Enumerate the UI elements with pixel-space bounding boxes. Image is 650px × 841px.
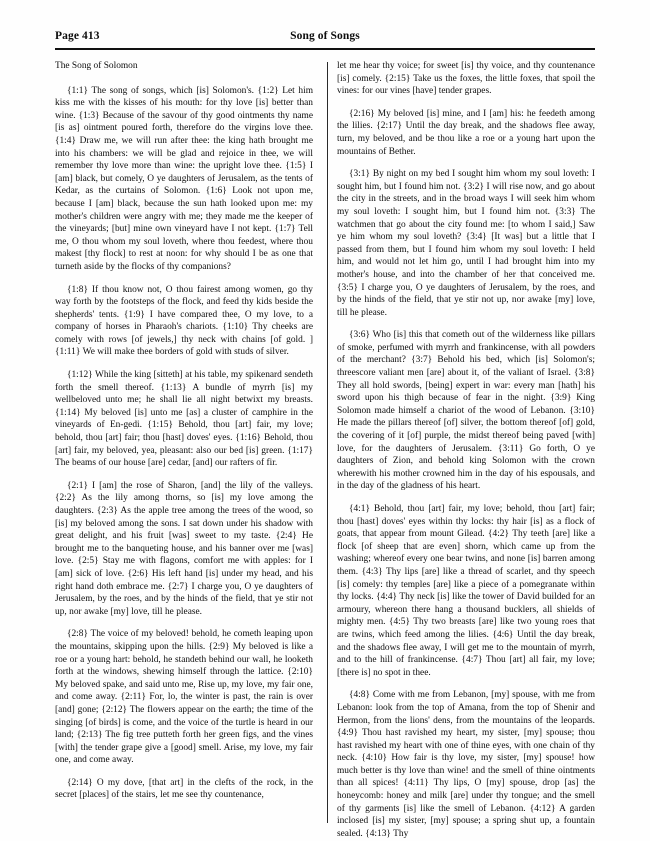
paragraph: {1:12} While the king [sitteth] at his table, my spikenard sendeth forth the smell thereof. {1:13} A bundle of myrrh [is] my wellbeloved unto me; he shall lie all night betwixt my breasts. {1:14} My beloved [is] unto me [as] a cluster of camphire in the vineyards of En-gedi. {1:15} Behold, thou [art] fair, my love; behold, thou [art] fair; thou [hast] doves' eyes. {1:16} Behold, thou [art] fair, my beloved, yea, pleasant: also our bed [is] green. {1:17} The beams of our house [are] cedar, [and] our rafters of fir. — [55, 370, 313, 469]
header-rule — [55, 48, 595, 50]
paragraph: {2:16} My beloved [is] mine, and I [am] his: he feedeth among the lilies. {2:17} Until the day break, and the shadows flee away, turn, my beloved, and be thou like a roe or a young hart upon the mountains of Bether. — [337, 108, 595, 157]
left-column — [55, 60, 313, 823]
paragraph: {3:6} Who [is] this that cometh out of the wilderness like pillars of smoke, perfumed with myrrh and frankincense, with all powders of the merchant? {3:7} Behold his bed, which [is] Solomon's; threescore valiant men [are] about it, of the valiant of Israel. {3:8} They all hold swords, [being] expert in war: every man [hath] his sword upon his thigh because of fear in the night. {3:9} King Solomon made himself a chariot of the wood of Lebanon. {3:10} He made the pillars thereof [of] silver, the bottom thereof [of] gold, the covering of it [of] purple, the midst thereof being paved [with] love, for the daughters of Jerusalem. {3:11} Go forth, O ye daughters of Zion, and behold king Solomon with the crown wherewith his mother crowned him in the day of his espousals, and in the day of the gladness of his heart. — [337, 330, 595, 492]
right-column — [337, 60, 595, 839]
paragraph: {4:8} Come with me from Lebanon, [my] spouse, with me from Lebanon: look from the top of Amana, from the top of Shenir and Hermon, from the lions' dens, from the mountains of the leopards. {4:9} Thou hast ravished my heart, my sister, [my] spouse; thou hast ravished my heart with one of thine eyes, with one chain of thy neck. {4:10} How fair is thy love, my sister, [my] spouse! how much better is thy love than wine! and the smell of thine ointments than all spices! {4:11} Thy lips, O [my] spouse, drop [as] the honeycomb: honey and milk [are] under thy tongue; and the smell of thy garments [is] like the smell of Lebanon. {4:12} A garden inclosed [is] my sister, [my] spouse; a spring shut up, a fountain sealed. {4:13} Thy — [337, 690, 595, 839]
column-divider — [327, 62, 328, 823]
section-title: The Song of Solomon — [55, 61, 138, 71]
running-head — [55, 30, 595, 50]
paragraph: {2:8} The voice of my beloved! behold, he cometh leaping upon the mountains, skipping upon the hills. {2:9} My beloved is like a roe or a young hart: behold, he standeth behind our wall, he looketh forth at the windows, shewing himself through the lattice. {2:10} My beloved spake, and said unto me, Rise up, my love, my fair one, and come away. {2:11} For, lo, the winter is past, the rain is over [and] gone; {2:12} The flowers appear on the earth; the time of the singing [of birds] is come, and the voice of the turtle is heard in our land; {2:13} The fig tree putteth forth her green figs, and the vines [with] the tender grape give a [good] smell. Arise, my love, my fair one, and come away. — [55, 629, 313, 766]
paragraph: {4:1} Behold, thou [art] fair, my love; behold, thou [art] fair; thou [hast] doves' eyes within thy locks: thy hair [is] as a flock of goats, that appear from mount Gilead. {4:2} Thy teeth [are] like a flock [of sheep that are even] shorn, which came up from the washing; whereof every one bear twins, and none [is] barren among them. {4:3} Thy lips [are] like a thread of scarlet, and thy speech [is] comely: thy temples [are] like a piece of a pomegranate within thy locks. {4:4} Thy neck [is] like the tower of David builded for an armoury, whereon there hang a thousand bucklers, all shields of mighty men. {4:5} Thy two breasts [are] like two young roes that are twins, which feed among the lilies. {4:6} Until the day break, and the shadows flee away, I will get me to the mountain of myrrh, and to the hill of frankincense. {4:7} Thou [art] all fair, my love; [there is] no spot in thee. — [337, 504, 595, 678]
paragraph: {3:1} By night on my bed I sought him whom my soul loveth: I sought him, but I found him not. {3:2} I will rise now, and go about the city in the streets, and in the broad ways I will seek him whom my soul loveth: I sought him, but I found him not. {3:3} The watchmen that go about the city found me: [to whom I said,] Saw ye him whom my soul loveth? {3:4} [It was] but a little that I passed from them, but I found him whom my soul loveth: I held him, and would not let him go, until I had brought him into my mother's house, and into the chamber of her that conceived me. {3:5} I charge you, O ye daughters of Jerusalem, by the roes, and by the hinds of the field, that ye stir not up, nor awake [my] love, till he please. — [337, 169, 595, 318]
paragraph: {1:8} If thou know not, O thou fairest among women, go thy way forth by the footsteps of the flock, and feed thy kids beside the shepherds' tents. {1:9} I have compared thee, O my love, to a company of horses in Pharaoh's chariots. {1:10} Thy cheeks are comely with rows [of jewels,] thy neck with chains [of gold. ]{1:11} We will make thee borders of gold with studs of silver. — [55, 284, 313, 358]
book-title-label: Song of Songs — [290, 30, 360, 42]
paragraph: {2:14} O my dove, [that art] in the clefts of the rock, in the secret [places] of the stairs, let me see thy countenance, — [55, 777, 313, 801]
text-columns — [55, 60, 595, 839]
paragraph: let me hear thy voice; for sweet [is] thy voice, and thy countenance [is] comely. {2:15} Take us the foxes, the little foxes, that spoil the vines: for our vines [have] tender grapes. — [337, 61, 595, 97]
paragraph: {2:1} I [am] the rose of Sharon, [and] the lily of the valleys. {2:2} As the lily among thorns, so [is] my love among the daughters. {2:3} As the apple tree among the trees of the wood, so [is] my beloved among the sons. I sat down under his shadow with great delight, and his fruit [was] sweet to my taste. {2:4} He brought me to the banqueting house, and his banner over me [was] love. {2:5} Stay me with flagons, comfort me with apples: for I [am] sick of love. {2:6} His left hand [is] under my head, and his right hand doth embrace me. {2:7} I charge you, O ye daughters of Jerusalem, by the roes, and by the hinds of the field, that ye stir not up, nor awake [my] love, till he please. — [55, 480, 313, 617]
page-number-label: Page 413 — [55, 30, 100, 42]
paragraph: {1:1} The song of songs, which [is] Solomon's. {1:2} Let him kiss me with the kisses of his mouth: for thy love [is] better than wine. {1:3} Because of the savour of thy good ointments thy name [is as] ointment poured forth, therefore do the virgins love thee. {1:4} Draw me, we will run after thee: the king hath brought me into his chambers: we will be glad and rejoice in thee, we will remember thy love more than wine: the upright love thee. {1:5} I [am] black, but comely, O ye daughters of Jerusalem, as the tents of Kedar, as the curtains of Solomon. {1:6} Look not upon me, because I [am] black, because the sun hath looked upon me: my mother's children were angry with me; they made me the keeper of the vineyards; [but] mine own vineyard have I not kept. {1:7} Tell me, O thou whom my soul loveth, where thou feedest, where thou makest [thy flock] to rest at noon: for why should I be as one that turneth aside by the flocks of thy companions? — [55, 85, 313, 272]
